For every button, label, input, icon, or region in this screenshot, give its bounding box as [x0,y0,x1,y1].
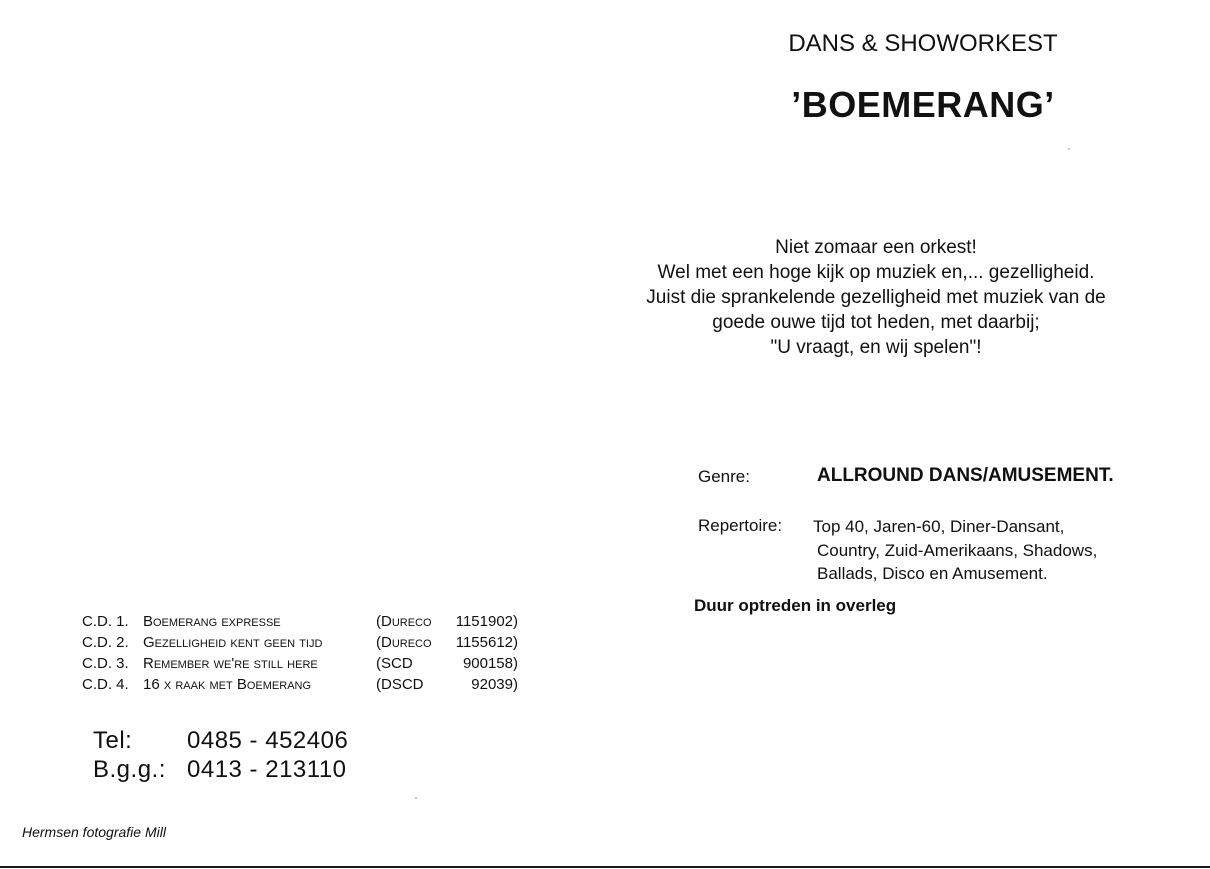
cd-label: (DSCD [376,676,424,693]
cd-catalog: 1155612) [455,634,518,651]
cd-title: Remember we're still here [143,655,318,672]
genre-value: ALLROUND DANS/AMUSEMENT. [817,465,1114,486]
cd-catalog: 1151902) [455,613,518,630]
band-subtitle: DANS & SHOWORKEST [788,30,1058,57]
cd-label: (SCD [376,655,413,672]
phone-number: 0485 - 452406 [187,727,349,754]
repertoire-list [813,515,1097,586]
cd-title: Gezelligheid kent geen tijd [143,634,323,651]
phone-label: Tel: [93,727,133,754]
scan-speck [1068,148,1070,150]
tagline-line: Juist die sprankelende gezelligheid met muziek van de [646,287,1106,308]
scan-speck [415,797,417,799]
tagline-block [640,235,1112,360]
alt-phone-label: B.g.g.: [93,756,166,783]
tagline-line: Niet zomaar een orkest! [775,237,977,258]
cd-label: (Dureco [376,634,432,651]
cd-title: Boemerang expresse [143,613,281,630]
duration-note: Duur optreden in overleg [694,596,897,615]
alt-phone-number: 0413 - 213110 [187,756,347,783]
bottom-edge-line [0,866,1210,868]
tagline-line: "U vraagt, en wij spelen"! [770,337,982,358]
cd-label: (Dureco [376,613,432,630]
cd-number: C.D. 1. [82,613,129,630]
genre-label: Genre: [698,467,750,486]
cd-catalog: 92039) [471,676,518,693]
band-title: ’BOEMERANG’ [791,84,1055,125]
photo-credit: Hermsen fotografie Mill [22,824,166,840]
tagline-line: goede ouwe tijd tot heden, met daarbij; [712,312,1040,333]
tagline-line: Wel met een hoge kijk op muziek en,... gezelligheid. [657,262,1095,283]
cd-catalog: 900158) [462,655,518,672]
cd-title: 16 x raak met Boemerang [143,676,312,693]
repertoire-line: Top 40, Jaren-60, Diner-Dansant, [813,517,1065,536]
cd-number: C.D. 4. [82,676,129,693]
cd-number: C.D. 3. [82,655,129,672]
cd-number: C.D. 2. [82,634,129,651]
repertoire-line: Country, Zuid-Amerikaans, Shadows, [817,540,1098,560]
repertoire-line: Ballads, Disco en Amusement. [817,564,1048,583]
repertoire-label: Repertoire: [698,516,783,535]
